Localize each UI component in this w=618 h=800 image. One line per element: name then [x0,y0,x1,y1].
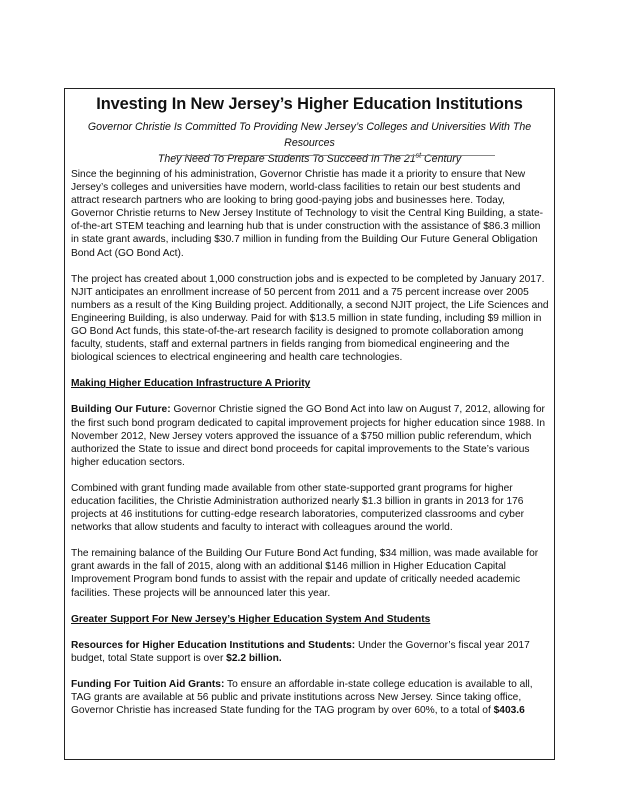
subtitle-line-2 [65,151,554,167]
title-divider [175,155,495,156]
paragraph-text: Governor Christie signed the GO Bond Act into law on August 7, 2012, allowing for the first such bond program dedicated to capital improvement projects for higher education since 1988. In November 2012, New Jersey voters approved the issuance of a $750 million public referendum, which authorized the State to issue and direct bond proceeds for capital improvements to the State’s various higher education sectors. [71,404,545,468]
subtitle-line-1: Governor Christie Is Committed To Providing New Jersey’s Colleges and Universities With The Resources [87,121,532,149]
paragraph-amount: $2.2 billion. [226,652,282,664]
paragraph-tuition-aid [71,678,550,717]
paragraph-building-our-future [71,403,550,468]
document-frame [64,88,555,760]
paragraph-lead: Building Our Future: [71,404,171,416]
section-heading-support: Greater Support For New Jersey’s Higher Education System And Students [71,613,431,625]
paragraph-grant-funding: Combined with grant funding made available from other state-supported grant programs for higher education facilities, the Christie Administration authorized nearly $1.3 billion in grants in 2013 for 176 projects at 46 institutions for cutting-edge research laboratories, computerized classrooms and cyber networks that allow students and faculty to interact with colleagues around the world. [71,482,525,534]
subtitle-line-2-end: Century [421,153,462,165]
document-title: Investing In New Jersey’s Higher Education Institutions [96,95,523,113]
subtitle-line-2-text: They Need To Prepare Students To Succeed In The 21 [157,153,416,165]
paragraph-lead: Resources for Higher Education Institutions and Students: [71,639,356,651]
paragraph-remaining-balance: The remaining balance of the Building Our Future Bond Act funding, $34 million, was made available for grant awards in the fall of 2015, along with an additional $146 million in Higher Education Capital Improvement Program bond funds to assist with the repair and update of critically needed academic facilities. These projects will be announced later this year. [71,548,539,599]
subtitle-superscript: st [415,152,422,160]
paragraph-intro: Since the beginning of his administration, Governor Christie has made it a priority to ensure that New Jersey’s colleges and universities have modern, world-class facilities to retain our best students and attract research partners who are looking to bring good-paying jobs and businesses here. Today, Governor Christie returns to New Jersey Institute of Technology to visit the Central King Building, a state-of-the-art STEM teaching and learning hub that is under construction with the assistance of $86.3 million in state grant awards, including $30.7 million in funding from the Building Our Future General Obligation Bond Act (GO Bond Act). [71,169,544,259]
document-subtitle [65,119,554,167]
document-body [71,168,550,730]
paragraph-amount: $403.6 [493,705,525,717]
paragraph-lead: Funding For Tuition Aid Grants: [71,678,225,690]
paragraph-text: To ensure an affordable in-state college education is available to all, TAG grants are available at 56 public and private institutions across New Jersey. Since taking office, Governor Christie has increased State funding for the TAG program by over 60%, to a total of [71,678,533,717]
paragraph-resources [71,639,550,665]
section-heading-infrastructure: Making Higher Education Infrastructure A Priority [71,378,311,390]
paragraph-project: The project has created about 1,000 construction jobs and is expected to be completed by January 2017. NJIT anticipates an enrollment increase of 50 percent from 2011 and a 75 percent increase over 2005 numbers as a result of the King Building project. Additionally, a second NJIT project, the Life Sciences and Engineering Building, is also underway. Paid for with $13.5 million in state funding, including $9 million in GO Bond Act funds, this state-of-the-art research facility is designed to promote collaboration among faculty, students, staff and external partners in fields ranging from biomedical engineering and the biological sciences to electrical engineering and health care technologies. [71,273,549,364]
paragraph-text: Under the Governor’s fiscal year 2017 budget, total State support is over [71,639,530,664]
